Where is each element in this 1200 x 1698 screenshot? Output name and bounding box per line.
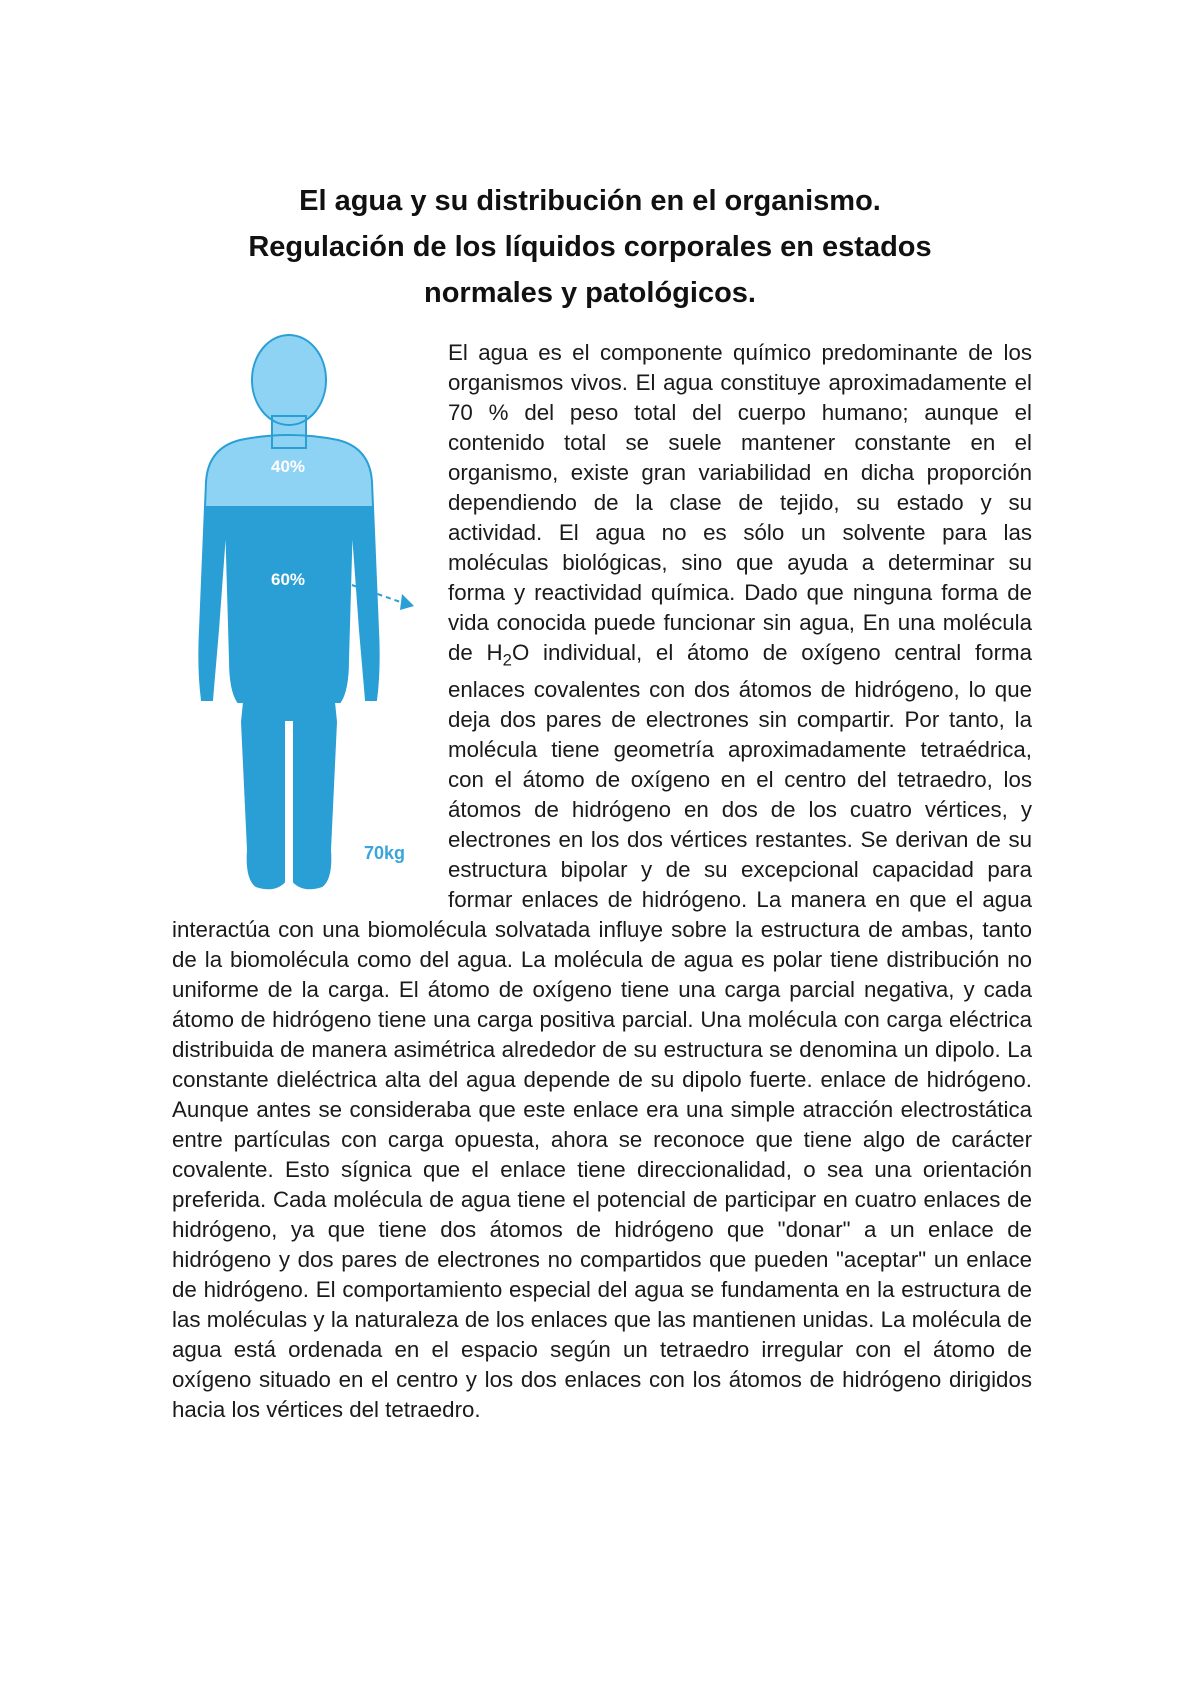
body-water-figure	[172, 330, 448, 904]
upper-percentage-label: 40%	[270, 457, 306, 476]
lower-percentage-label: 60%	[270, 570, 306, 589]
paragraph-text-part-2: O individual, el átomo de oxígeno central forma enlaces covalentes con dos átomos de hidrógeno, lo que deja dos pares de electrones sin compartir. Por tanto, la molécula tiene geometría aproximadamente tetraédrica, con el átomo de oxígeno en el centro del tetraedro, los átomos de hidrógeno en dos de los cuatro vértices, y electrones en los dos vértices restantes. Se derivan de su estructura bipolar y de su excepcional capacidad para formar enlaces de hidrógeno. La manera en que el agua interactúa con una biomolécula solvatada influye sobre la estructura de ambas, tanto de la biomolécula como del agua. La molécula de agua es polar tiene distribución no uniforme de la carga. El átomo de oxígeno tiene una carga parcial negativa, y cada átomo de hidrógeno tiene una carga positiva parcial. Una molécula con carga eléctrica distribuida de manera asimétrica alrededor de su estructura se denomina un dipolo. La constante dieléctrica alta del agua depende de su dipolo fuerte. enlace de hidrógeno. Aunque antes se consideraba que este enlace era una simple atracción electrostática entre partículas con carga opuesta, ahora se reconoce que tiene algo de carácter covalente. Esto sígnica que el enlace tiene direccionalidad, o sea una orientación preferida. Cada molécula de agua tiene el potencial de participar en cuatro enlaces de hidrógeno, ya que tiene dos átomos de hidrógeno que "donar" a un enlace de hidrógeno y dos pares de electrones no compartidos que pueden "aceptar" un enlace de hidrógeno. El comportamiento especial del agua se fundamenta en la estructura de las moléculas y la naturaleza de los enlaces que las mantienen unidas. La molécula de agua está ordenada en el espacio según un tetraedro irregular con el átomo de oxígeno situado en el centro y los dos enlaces con los átomos de hidrógeno dirigidos hacia los vértices del tetraedro.	[172, 640, 1032, 1423]
paragraph-text-part-1: El agua es el componente químico predominante de los organismos vivos. El agua constituye aproximadamente el 70 % del peso total del cuerpo humano; aunque el contenido total se suele mantener constante en el organismo, existe gran variabilidad en dicha proporción dependiendo de la clase de tejido, su estado y su actividad. El agua no es sólo un solvente para las moléculas biológicas, sino que ayuda a determinar su forma y reactividad química. Dado que ninguna forma de vida conocida puede funcionar sin agua, En una molécula de H	[448, 340, 1032, 665]
body-paragraph	[172, 338, 1032, 1425]
subscript-two: 2	[502, 650, 512, 670]
body-weight-label: 70kg	[364, 843, 406, 863]
title-line-1: El agua y su distribución en el organismo.	[299, 185, 881, 217]
document-title	[150, 178, 1030, 316]
title-line-2: Regulación de los líquidos corporales en estados	[248, 231, 932, 263]
figure-pointer-arrow-icon	[400, 594, 414, 610]
title-line-3: normales y patológicos.	[424, 277, 756, 309]
human-silhouette-figure	[164, 330, 448, 904]
